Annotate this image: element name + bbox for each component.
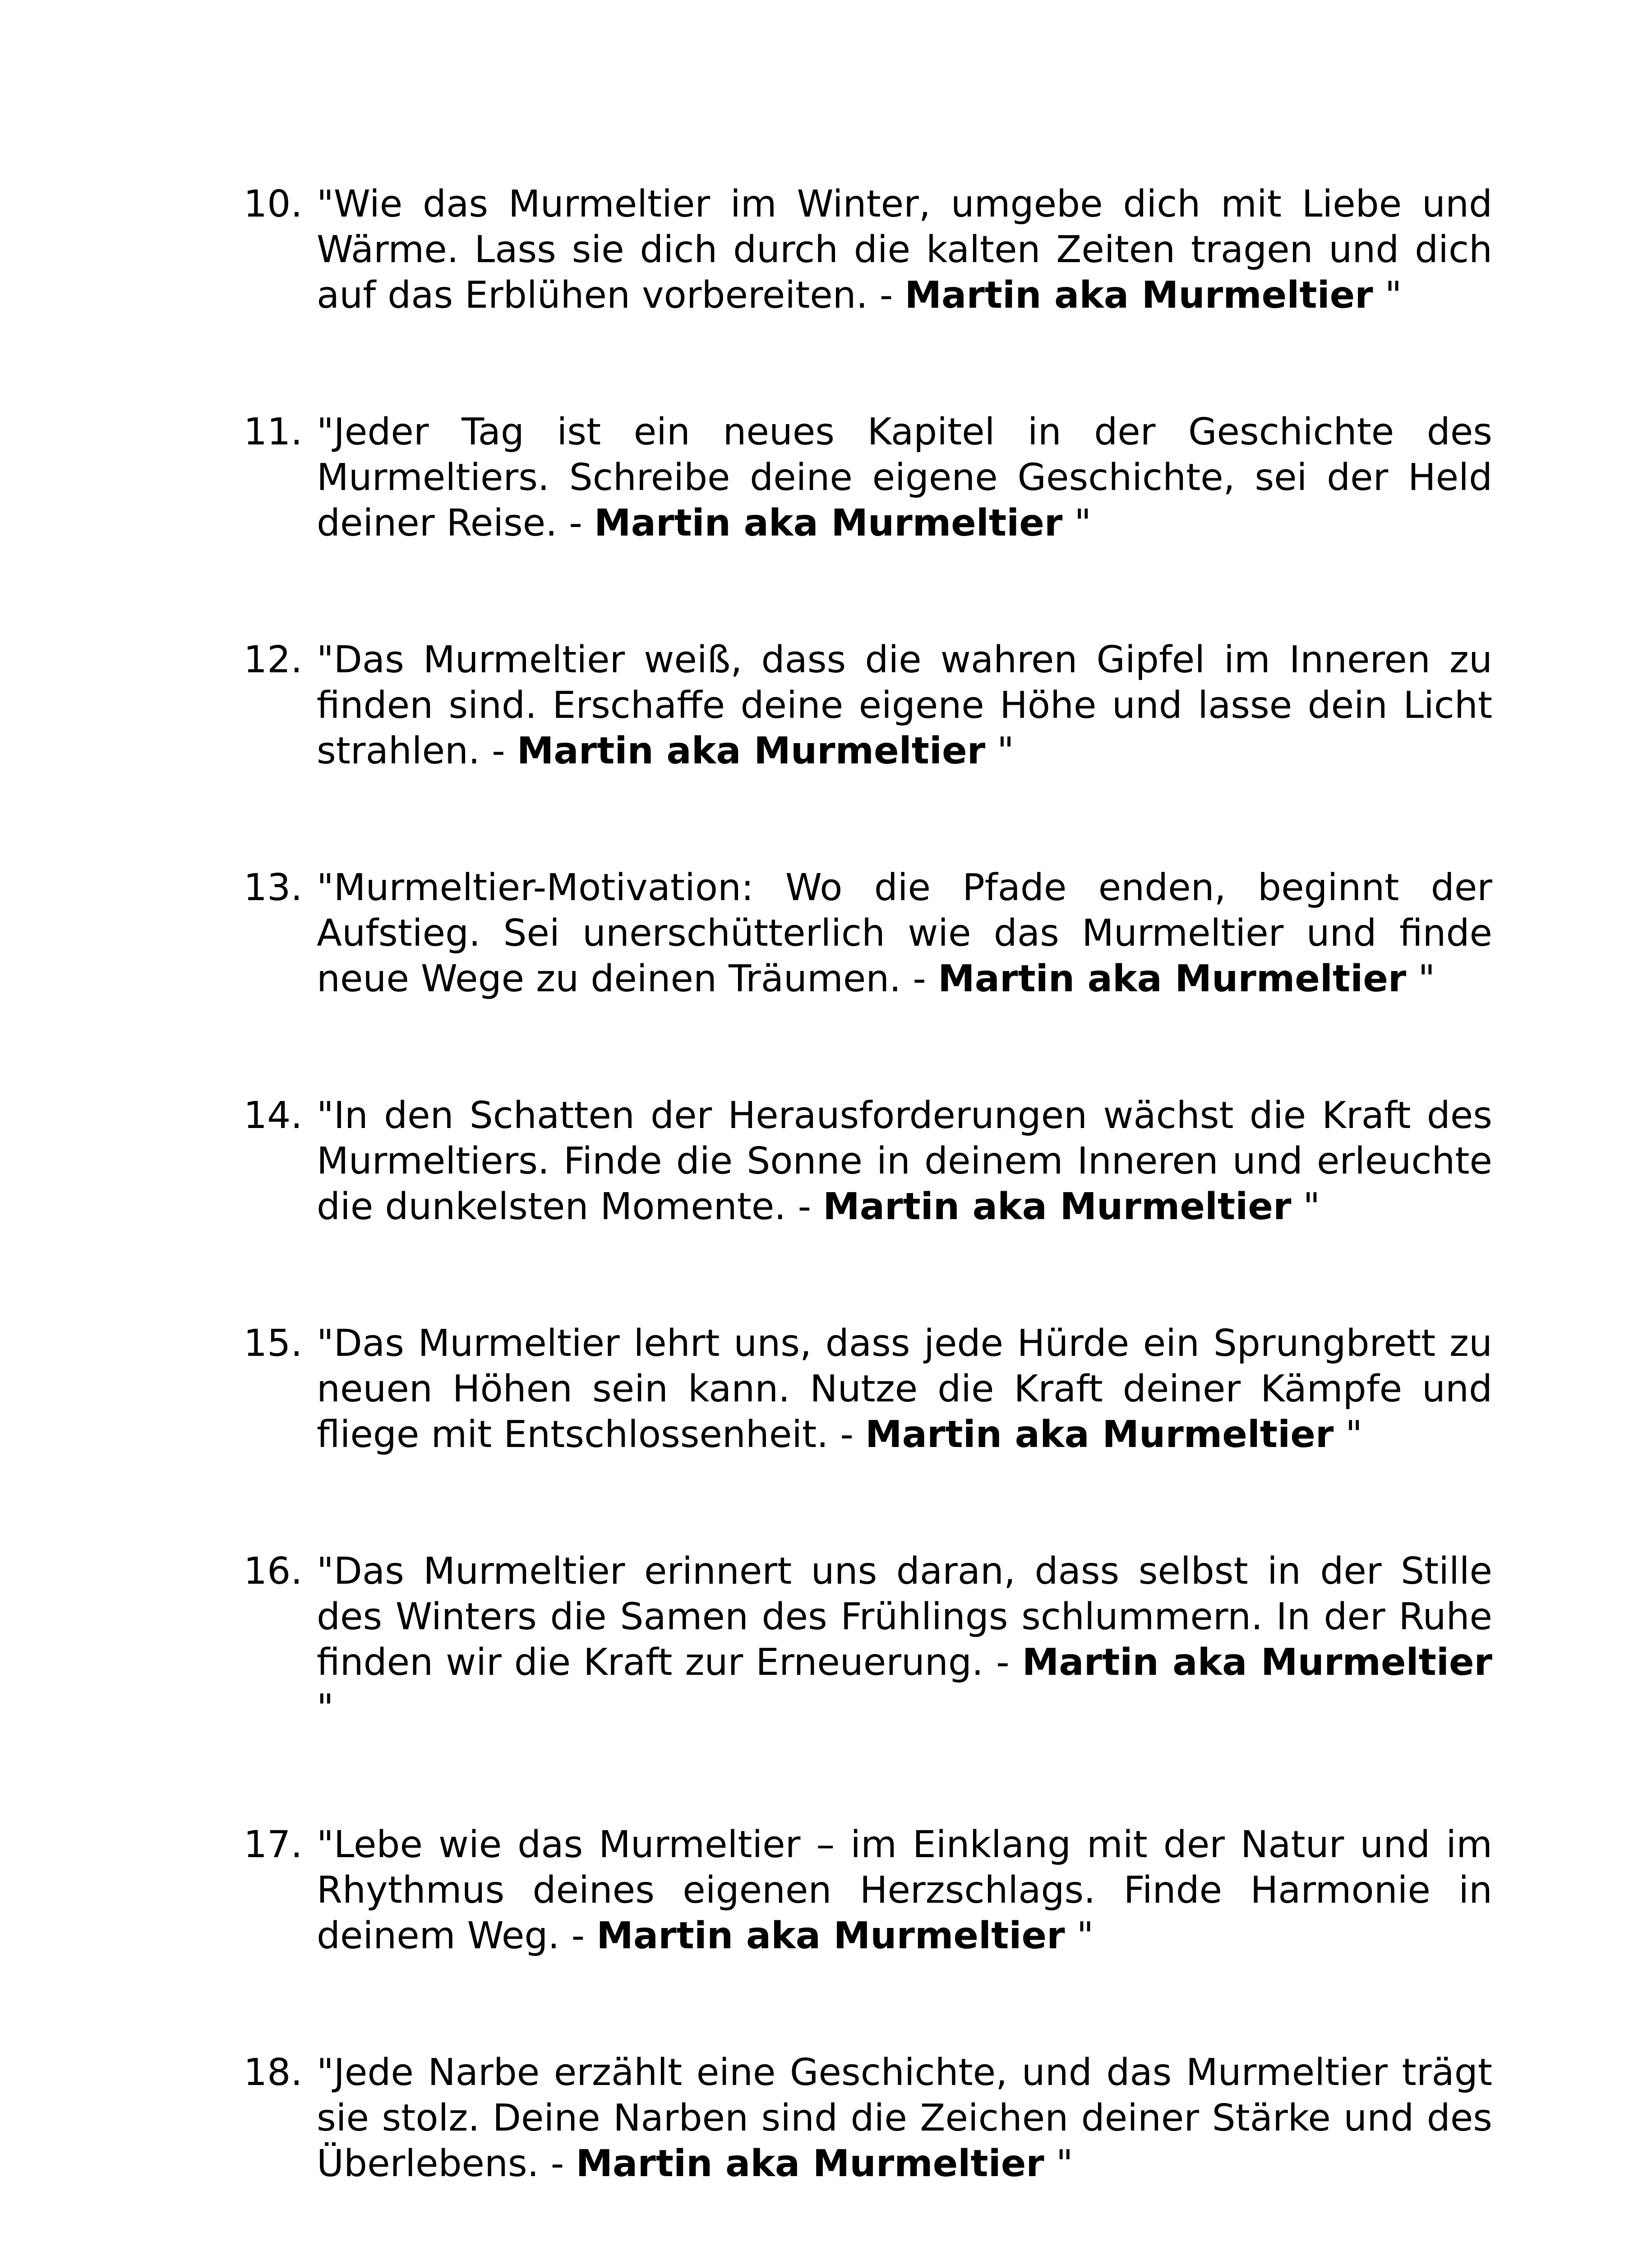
quote-text: "Lebe wie das Murmeltier – im Einklang mit der Natur und im Rhythmus deines eigenen Herzschlags. Finde Harmonie in deinem Weg. - (317, 1823, 1492, 1957)
quote-text: "Das Murmeltier weiß, dass die wahren Gipfel im Inneren zu finden sind. Erschaffe deine eigene Höhe und lasse dein Licht strahlen. - (317, 638, 1492, 772)
quote-closing: " (1291, 1185, 1320, 1228)
quote-closing: " (1334, 1413, 1363, 1456)
quote-closing: " (1065, 1914, 1094, 1957)
quote-text: "Das Murmeltier erinnert uns daran, dass selbst in der Stille des Winters die Samen des Frühlings schlummern. In der Ruhe finden wir die Kraft zur Erneuerung. - (317, 1550, 1492, 1684)
quote-item (244, 181, 1492, 318)
quote-closing: " (985, 730, 1014, 772)
quote-closing: " (1406, 957, 1435, 1000)
quote-closing: " (1373, 274, 1402, 317)
quote-author: Martin aka Murmeltier (594, 502, 1063, 545)
quote-number: 16. (244, 1550, 303, 1593)
quote-text: "In den Schatten der Herausforderungen wächst die Kraft des Murmeltiers. Finde die Sonne in deinem Inneren und erleuchte die dunkelsten Momente. - (317, 1094, 1492, 1228)
quote-number: 13. (244, 866, 303, 909)
quote-number: 15. (244, 1322, 303, 1365)
quote-item (244, 409, 1492, 546)
quote-author: Martin aka Murmeltier (938, 957, 1407, 1000)
quote-text: "Jede Narbe erzählt eine Geschichte, und das Murmeltier trägt sie stolz. Deine Narben sind die Zeichen deiner Stärke und des Überlebens. - (317, 2051, 1492, 2185)
quote-number: 14. (244, 1094, 303, 1137)
quote-author: Martin aka Murmeltier (1022, 1641, 1492, 1684)
quote-text: "Das Murmeltier lehrt uns, dass jede Hürde ein Sprungbrett zu neuen Höhen sein kann. Nutze die Kraft deiner Kämpfe und fliege mit Entschlossenheit. - (317, 1322, 1492, 1456)
quote-item (244, 865, 1492, 1002)
quote-closing: " (1044, 2142, 1073, 2185)
quote-author: Martin aka Murmeltier (576, 2142, 1044, 2185)
quote-closing: " (1062, 502, 1092, 545)
quote-item (244, 1093, 1492, 1230)
quote-number: 17. (244, 1823, 303, 1866)
quote-item (244, 1321, 1492, 1457)
quote-item (244, 637, 1492, 774)
quote-number: 18. (244, 2051, 303, 2094)
quote-author: Martin aka Murmeltier (865, 1413, 1334, 1456)
quote-number: 11. (244, 411, 303, 453)
quote-text: "Jeder Tag ist ein neues Kapitel in der Geschichte des Murmeltiers. Schreibe deine eigene Geschichte, sei der Held deiner Reise. - (317, 411, 1492, 545)
quote-item (244, 1549, 1492, 1731)
quote-item (244, 1822, 1492, 1959)
quote-closing: " (317, 1687, 334, 1729)
quote-author: Martin aka Murmeltier (596, 1914, 1065, 1957)
quote-author: Martin aka Murmeltier (904, 274, 1373, 317)
quote-item (244, 2050, 1492, 2187)
quote-author: Martin aka Murmeltier (823, 1185, 1292, 1228)
quote-list (244, 181, 1492, 2256)
quote-text: "Murmeltier-Motivation: Wo die Pfade enden, beginnt der Aufstieg. Sei unerschütterlich wie das Murmeltier und finde neue Wege zu deinen Träumen. - (317, 866, 1492, 1000)
quote-author: Martin aka Murmeltier (517, 730, 986, 772)
quote-number: 12. (244, 638, 303, 681)
quote-text: "Wie das Murmeltier im Winter, umgebe dich mit Liebe und Wärme. Lass sie dich durch die kalten Zeiten tragen und dich auf das Erblühen vorbereiten. - (317, 183, 1492, 317)
quote-number: 10. (244, 183, 303, 226)
